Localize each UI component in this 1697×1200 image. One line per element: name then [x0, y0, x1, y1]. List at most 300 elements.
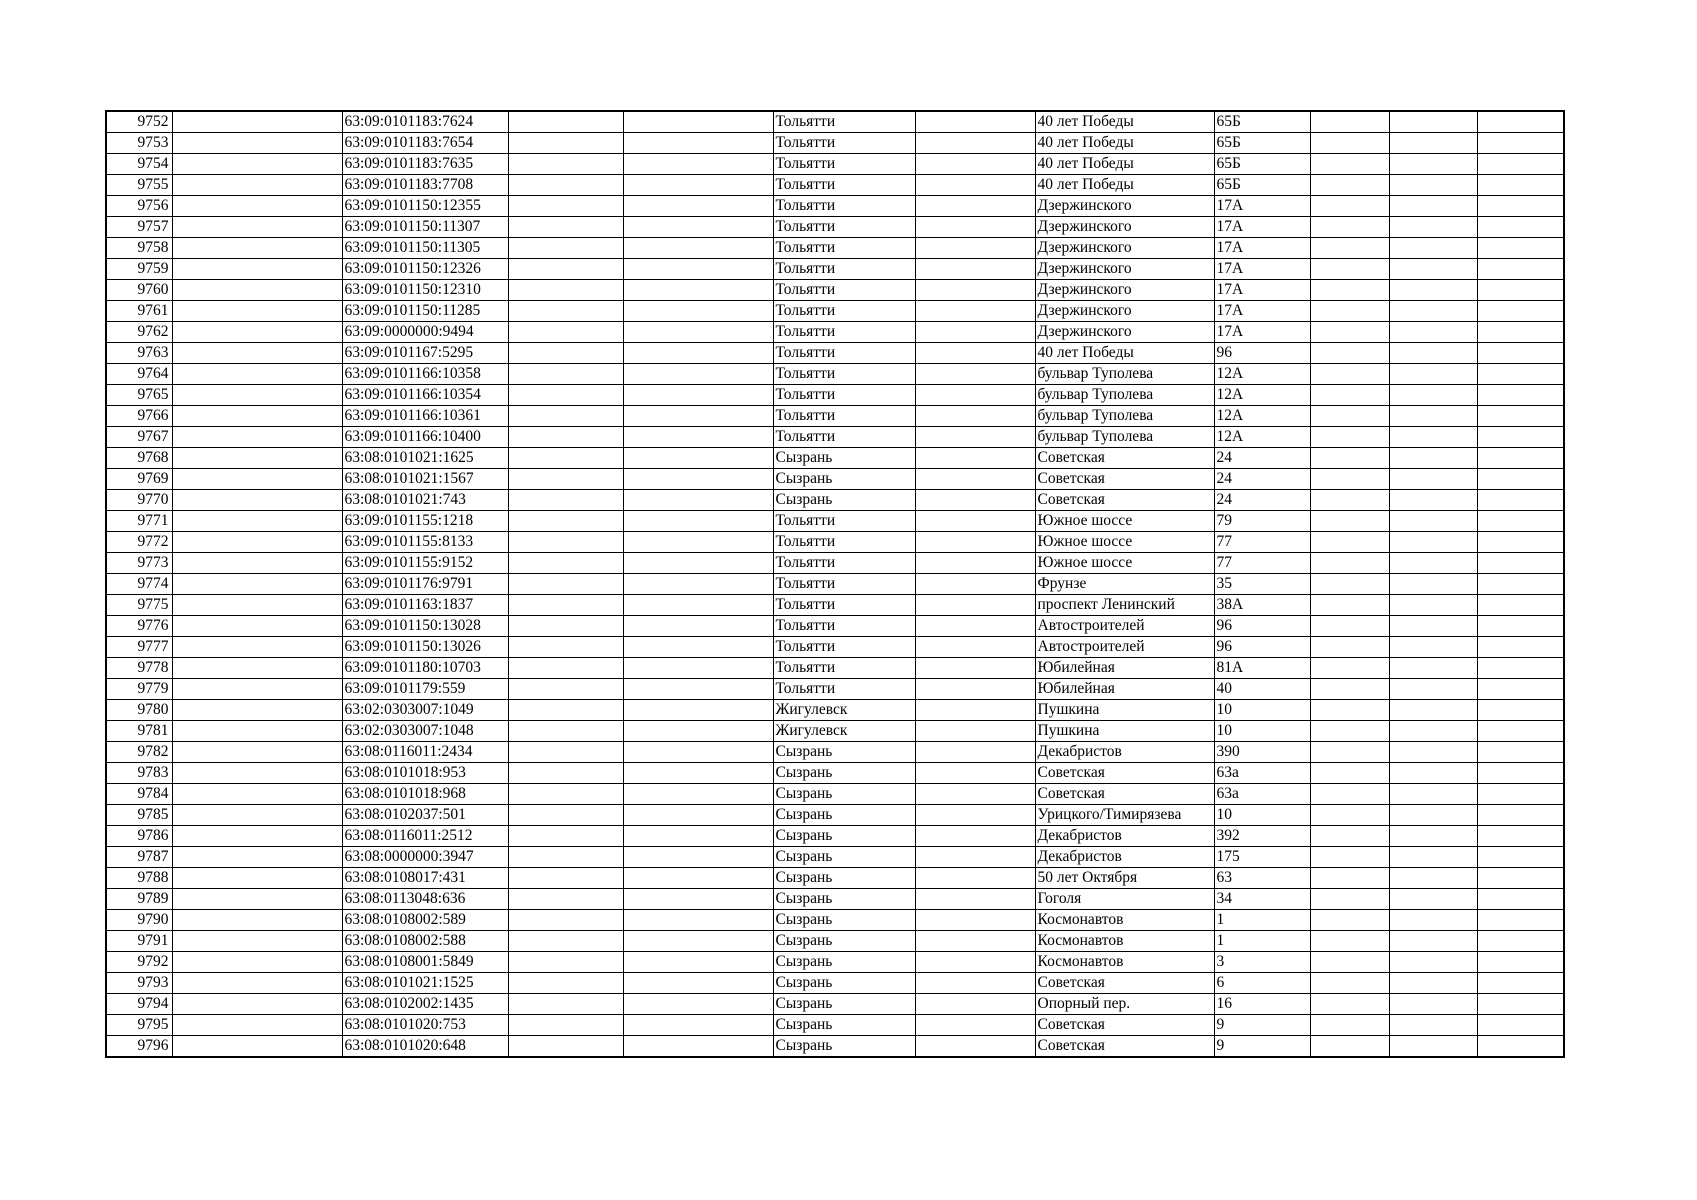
cell-city: Тольятти: [773, 196, 915, 217]
cell-empty-1: [172, 868, 342, 889]
cell-empty-6: [1389, 322, 1477, 343]
cell-row-number: 9776: [106, 616, 172, 637]
cell-cadastral-number: 63:09:0000000:9494: [342, 322, 508, 343]
cell-city: Сызрань: [773, 490, 915, 511]
cell-empty-6: [1389, 826, 1477, 847]
cell-city: Тольятти: [773, 511, 915, 532]
cell-row-number: 9794: [106, 994, 172, 1015]
cell-empty-2: [508, 595, 623, 616]
table-row: [106, 175, 1564, 196]
cell-house: 10: [1214, 700, 1310, 721]
cell-row-number: 9762: [106, 322, 172, 343]
cell-empty-4: [915, 406, 1035, 427]
cell-street: бульвар Туполева: [1035, 364, 1214, 385]
cell-empty-1: [172, 196, 342, 217]
cell-empty-6: [1389, 952, 1477, 973]
cell-empty-2: [508, 385, 623, 406]
cell-empty-6: [1389, 238, 1477, 259]
cell-city: Тольятти: [773, 238, 915, 259]
cell-empty-7: [1477, 469, 1564, 490]
table-row: [106, 343, 1564, 364]
cell-empty-3: [623, 322, 773, 343]
cell-city: Тольятти: [773, 427, 915, 448]
cell-cadastral-number: 63:08:0101020:753: [342, 1015, 508, 1036]
table-row: [106, 364, 1564, 385]
cell-row-number: 9789: [106, 889, 172, 910]
cell-city: Тольятти: [773, 574, 915, 595]
cell-empty-5: [1310, 595, 1389, 616]
cell-empty-1: [172, 889, 342, 910]
cell-cadastral-number: 63:08:0101021:743: [342, 490, 508, 511]
cell-empty-4: [915, 742, 1035, 763]
cell-city: Тольятти: [773, 301, 915, 322]
cell-empty-2: [508, 301, 623, 322]
cell-empty-5: [1310, 826, 1389, 847]
cell-city: Сызрань: [773, 469, 915, 490]
cell-empty-3: [623, 868, 773, 889]
cell-empty-5: [1310, 217, 1389, 238]
cell-cadastral-number: 63:09:0101166:10361: [342, 406, 508, 427]
cell-empty-5: [1310, 658, 1389, 679]
cell-empty-2: [508, 238, 623, 259]
cell-empty-6: [1389, 784, 1477, 805]
cell-empty-4: [915, 490, 1035, 511]
cell-empty-2: [508, 406, 623, 427]
cell-empty-5: [1310, 616, 1389, 637]
cell-empty-3: [623, 847, 773, 868]
cell-empty-4: [915, 910, 1035, 931]
cell-empty-5: [1310, 343, 1389, 364]
cell-cadastral-number: 63:09:0101167:5295: [342, 343, 508, 364]
cell-empty-6: [1389, 994, 1477, 1015]
cell-street: Дзержинского: [1035, 322, 1214, 343]
cell-empty-1: [172, 175, 342, 196]
cell-row-number: 9787: [106, 847, 172, 868]
cell-empty-6: [1389, 301, 1477, 322]
cell-cadastral-number: 63:08:0116011:2512: [342, 826, 508, 847]
table-row: [106, 847, 1564, 868]
cell-cadastral-number: 63:09:0101150:12310: [342, 280, 508, 301]
cell-empty-6: [1389, 868, 1477, 889]
cell-empty-5: [1310, 700, 1389, 721]
cell-empty-1: [172, 469, 342, 490]
cell-city: Жигулевск: [773, 721, 915, 742]
cell-empty-6: [1389, 469, 1477, 490]
cell-empty-3: [623, 1015, 773, 1036]
cell-city: Тольятти: [773, 553, 915, 574]
cell-empty-2: [508, 952, 623, 973]
cell-empty-4: [915, 931, 1035, 952]
table-row: [106, 616, 1564, 637]
cell-empty-2: [508, 217, 623, 238]
cell-empty-6: [1389, 973, 1477, 994]
cell-cadastral-number: 63:08:0101021:1625: [342, 448, 508, 469]
cell-row-number: 9761: [106, 301, 172, 322]
cell-empty-2: [508, 994, 623, 1015]
cell-empty-6: [1389, 217, 1477, 238]
cell-empty-4: [915, 637, 1035, 658]
cell-empty-6: [1389, 931, 1477, 952]
cell-empty-6: [1389, 637, 1477, 658]
cell-empty-6: [1389, 553, 1477, 574]
cell-empty-3: [623, 490, 773, 511]
cell-empty-5: [1310, 301, 1389, 322]
table-row: [106, 217, 1564, 238]
cell-empty-1: [172, 679, 342, 700]
cell-empty-3: [623, 406, 773, 427]
cell-empty-3: [623, 616, 773, 637]
cell-row-number: 9759: [106, 259, 172, 280]
table-row: [106, 490, 1564, 511]
cell-empty-4: [915, 448, 1035, 469]
cell-empty-1: [172, 637, 342, 658]
cell-empty-4: [915, 154, 1035, 175]
cell-empty-4: [915, 238, 1035, 259]
cell-house: 63а: [1214, 763, 1310, 784]
cell-empty-7: [1477, 595, 1564, 616]
cell-empty-5: [1310, 952, 1389, 973]
cell-city: Тольятти: [773, 154, 915, 175]
cell-house: 65Б: [1214, 111, 1310, 133]
cell-house: 77: [1214, 553, 1310, 574]
cell-street: 40 лет Победы: [1035, 154, 1214, 175]
cell-empty-2: [508, 427, 623, 448]
cell-city: Сызрань: [773, 847, 915, 868]
cell-empty-6: [1389, 616, 1477, 637]
cell-row-number: 9754: [106, 154, 172, 175]
cell-empty-1: [172, 847, 342, 868]
cell-empty-2: [508, 154, 623, 175]
cell-cadastral-number: 63:08:0102037:501: [342, 805, 508, 826]
cell-empty-3: [623, 637, 773, 658]
cell-empty-4: [915, 553, 1035, 574]
cell-empty-3: [623, 532, 773, 553]
cell-empty-7: [1477, 973, 1564, 994]
cell-empty-2: [508, 175, 623, 196]
cell-street: Советская: [1035, 1036, 1214, 1058]
cell-empty-1: [172, 111, 342, 133]
cell-city: Тольятти: [773, 259, 915, 280]
cell-street: Советская: [1035, 784, 1214, 805]
table-row: [106, 952, 1564, 973]
cell-empty-3: [623, 448, 773, 469]
cell-city: Тольятти: [773, 364, 915, 385]
cell-empty-7: [1477, 847, 1564, 868]
cell-house: 17А: [1214, 322, 1310, 343]
cell-city: Тольятти: [773, 175, 915, 196]
cell-empty-5: [1310, 175, 1389, 196]
cell-empty-3: [623, 196, 773, 217]
cell-city: Тольятти: [773, 343, 915, 364]
cell-city: Тольятти: [773, 406, 915, 427]
cell-cadastral-number: 63:08:0000000:3947: [342, 847, 508, 868]
cell-empty-3: [623, 931, 773, 952]
cell-empty-2: [508, 1036, 623, 1058]
cell-empty-6: [1389, 196, 1477, 217]
cell-empty-7: [1477, 805, 1564, 826]
cell-empty-3: [623, 700, 773, 721]
cell-empty-6: [1389, 364, 1477, 385]
cell-empty-6: [1389, 742, 1477, 763]
table-row: [106, 805, 1564, 826]
cell-empty-4: [915, 175, 1035, 196]
cell-empty-3: [623, 259, 773, 280]
cell-empty-7: [1477, 154, 1564, 175]
cell-empty-4: [915, 1036, 1035, 1058]
cell-cadastral-number: 63:08:0116011:2434: [342, 742, 508, 763]
cell-empty-1: [172, 259, 342, 280]
cell-empty-5: [1310, 889, 1389, 910]
cell-empty-2: [508, 721, 623, 742]
cell-empty-2: [508, 742, 623, 763]
cell-row-number: 9774: [106, 574, 172, 595]
cell-street: Автостроителей: [1035, 616, 1214, 637]
cell-street: Дзержинского: [1035, 238, 1214, 259]
cell-street: Советская: [1035, 763, 1214, 784]
cell-street: Пушкина: [1035, 721, 1214, 742]
cell-house: 24: [1214, 490, 1310, 511]
table-row: [106, 532, 1564, 553]
cell-empty-4: [915, 595, 1035, 616]
cell-cadastral-number: 63:09:0101150:12355: [342, 196, 508, 217]
cell-empty-1: [172, 553, 342, 574]
cell-cadastral-number: 63:09:0101166:10354: [342, 385, 508, 406]
cell-empty-6: [1389, 1036, 1477, 1058]
cell-street: Гоголя: [1035, 889, 1214, 910]
cell-street: Дзержинского: [1035, 301, 1214, 322]
cell-empty-4: [915, 973, 1035, 994]
cell-row-number: 9790: [106, 910, 172, 931]
cell-empty-7: [1477, 217, 1564, 238]
table-row: [106, 1036, 1564, 1058]
cell-empty-2: [508, 343, 623, 364]
cell-cadastral-number: 63:02:0303007:1048: [342, 721, 508, 742]
cell-empty-2: [508, 322, 623, 343]
cell-street: Советская: [1035, 448, 1214, 469]
cell-row-number: 9781: [106, 721, 172, 742]
cell-cadastral-number: 63:08:0113048:636: [342, 889, 508, 910]
table-row: [106, 994, 1564, 1015]
cell-city: Сызрань: [773, 1036, 915, 1058]
table-row: [106, 406, 1564, 427]
cell-empty-5: [1310, 1036, 1389, 1058]
cell-house: 96: [1214, 637, 1310, 658]
table-row: [106, 385, 1564, 406]
cell-empty-1: [172, 322, 342, 343]
cell-empty-7: [1477, 490, 1564, 511]
cell-house: 17А: [1214, 301, 1310, 322]
cell-empty-3: [623, 826, 773, 847]
cell-empty-7: [1477, 448, 1564, 469]
cell-empty-7: [1477, 910, 1564, 931]
cell-city: Сызрань: [773, 973, 915, 994]
table-row: [106, 196, 1564, 217]
cell-row-number: 9782: [106, 742, 172, 763]
cell-row-number: 9779: [106, 679, 172, 700]
cell-empty-1: [172, 952, 342, 973]
cell-cadastral-number: 63:09:0101150:13028: [342, 616, 508, 637]
cell-empty-3: [623, 973, 773, 994]
cell-house: 65Б: [1214, 175, 1310, 196]
cell-empty-5: [1310, 490, 1389, 511]
cell-street: Юбилейная: [1035, 679, 1214, 700]
cell-empty-5: [1310, 679, 1389, 700]
cell-empty-5: [1310, 532, 1389, 553]
cell-empty-7: [1477, 364, 1564, 385]
cell-house: 77: [1214, 532, 1310, 553]
cell-cadastral-number: 63:09:0101180:10703: [342, 658, 508, 679]
cell-empty-5: [1310, 111, 1389, 133]
cell-empty-7: [1477, 679, 1564, 700]
cell-house: 12А: [1214, 406, 1310, 427]
table-row: [106, 910, 1564, 931]
cell-empty-4: [915, 994, 1035, 1015]
cell-empty-6: [1389, 574, 1477, 595]
cell-cadastral-number: 63:09:0101176:9791: [342, 574, 508, 595]
table-row: [106, 826, 1564, 847]
cell-empty-2: [508, 280, 623, 301]
cell-empty-2: [508, 553, 623, 574]
cell-street: Декабристов: [1035, 847, 1214, 868]
cell-cadastral-number: 63:08:0101020:648: [342, 1036, 508, 1058]
cell-empty-2: [508, 847, 623, 868]
cell-empty-5: [1310, 931, 1389, 952]
cell-cadastral-number: 63:08:0101018:968: [342, 784, 508, 805]
cell-empty-7: [1477, 322, 1564, 343]
cell-empty-5: [1310, 280, 1389, 301]
cell-empty-5: [1310, 973, 1389, 994]
cell-empty-2: [508, 826, 623, 847]
cell-empty-4: [915, 889, 1035, 910]
cell-empty-5: [1310, 364, 1389, 385]
cell-empty-2: [508, 637, 623, 658]
table-row: [106, 111, 1564, 133]
cell-empty-3: [623, 952, 773, 973]
cell-empty-1: [172, 805, 342, 826]
cell-empty-7: [1477, 280, 1564, 301]
cell-empty-5: [1310, 721, 1389, 742]
cell-empty-7: [1477, 301, 1564, 322]
cell-empty-7: [1477, 763, 1564, 784]
cell-house: 1: [1214, 931, 1310, 952]
cell-cadastral-number: 63:08:0108002:589: [342, 910, 508, 931]
cell-city: Жигулевск: [773, 700, 915, 721]
cell-street: Опорный пер.: [1035, 994, 1214, 1015]
cell-cadastral-number: 63:09:0101183:7635: [342, 154, 508, 175]
cell-cadastral-number: 63:09:0101150:12326: [342, 259, 508, 280]
cell-cadastral-number: 63:09:0101155:8133: [342, 532, 508, 553]
cell-city: Тольятти: [773, 658, 915, 679]
cell-house: 17А: [1214, 280, 1310, 301]
cell-row-number: 9767: [106, 427, 172, 448]
cell-row-number: 9775: [106, 595, 172, 616]
cell-empty-3: [623, 469, 773, 490]
cell-house: 17А: [1214, 217, 1310, 238]
cell-house: 35: [1214, 574, 1310, 595]
table-row: [106, 280, 1564, 301]
table-row: [106, 721, 1564, 742]
cell-city: Сызрань: [773, 805, 915, 826]
cell-empty-4: [915, 784, 1035, 805]
cell-house: 24: [1214, 448, 1310, 469]
cell-city: Сызрань: [773, 448, 915, 469]
cell-city: Сызрань: [773, 784, 915, 805]
cell-empty-6: [1389, 679, 1477, 700]
cell-empty-2: [508, 931, 623, 952]
cell-empty-2: [508, 490, 623, 511]
cell-empty-5: [1310, 511, 1389, 532]
cell-city: Сызрань: [773, 910, 915, 931]
cell-empty-7: [1477, 889, 1564, 910]
cell-house: 65Б: [1214, 133, 1310, 154]
cell-empty-1: [172, 994, 342, 1015]
cell-empty-7: [1477, 784, 1564, 805]
cell-street: Южное шоссе: [1035, 511, 1214, 532]
cell-empty-1: [172, 616, 342, 637]
cell-cadastral-number: 63:09:0101155:1218: [342, 511, 508, 532]
cell-empty-4: [915, 196, 1035, 217]
cell-empty-5: [1310, 154, 1389, 175]
cell-empty-1: [172, 301, 342, 322]
cell-street: Советская: [1035, 1015, 1214, 1036]
cell-empty-5: [1310, 133, 1389, 154]
cell-empty-6: [1389, 448, 1477, 469]
cell-house: 96: [1214, 616, 1310, 637]
cell-house: 10: [1214, 805, 1310, 826]
cell-cadastral-number: 63:08:0108001:5849: [342, 952, 508, 973]
cell-empty-2: [508, 679, 623, 700]
cell-empty-4: [915, 574, 1035, 595]
cell-empty-3: [623, 111, 773, 133]
cell-row-number: 9783: [106, 763, 172, 784]
cell-empty-4: [915, 217, 1035, 238]
cell-street: бульвар Туполева: [1035, 427, 1214, 448]
cell-empty-1: [172, 826, 342, 847]
cell-house: 65Б: [1214, 154, 1310, 175]
cell-empty-4: [915, 111, 1035, 133]
cell-empty-2: [508, 532, 623, 553]
cell-empty-7: [1477, 742, 1564, 763]
cell-city: Тольятти: [773, 595, 915, 616]
cell-row-number: 9760: [106, 280, 172, 301]
cell-empty-4: [915, 952, 1035, 973]
cell-house: 10: [1214, 721, 1310, 742]
cell-empty-3: [623, 763, 773, 784]
cell-row-number: 9784: [106, 784, 172, 805]
cell-empty-1: [172, 658, 342, 679]
cell-cadastral-number: 63:09:0101183:7708: [342, 175, 508, 196]
cell-house: 96: [1214, 343, 1310, 364]
cell-empty-4: [915, 847, 1035, 868]
cell-row-number: 9755: [106, 175, 172, 196]
cell-street: проспект Ленинский: [1035, 595, 1214, 616]
cell-empty-5: [1310, 385, 1389, 406]
table-row: [106, 427, 1564, 448]
cell-empty-3: [623, 784, 773, 805]
cell-empty-7: [1477, 343, 1564, 364]
cell-row-number: 9753: [106, 133, 172, 154]
cell-empty-2: [508, 889, 623, 910]
cell-cadastral-number: 63:08:0101021:1525: [342, 973, 508, 994]
table-row: [106, 931, 1564, 952]
table-row: [106, 259, 1564, 280]
cell-house: 175: [1214, 847, 1310, 868]
cell-empty-3: [623, 175, 773, 196]
cell-row-number: 9786: [106, 826, 172, 847]
cell-empty-5: [1310, 784, 1389, 805]
cell-empty-7: [1477, 406, 1564, 427]
table-row: [106, 742, 1564, 763]
